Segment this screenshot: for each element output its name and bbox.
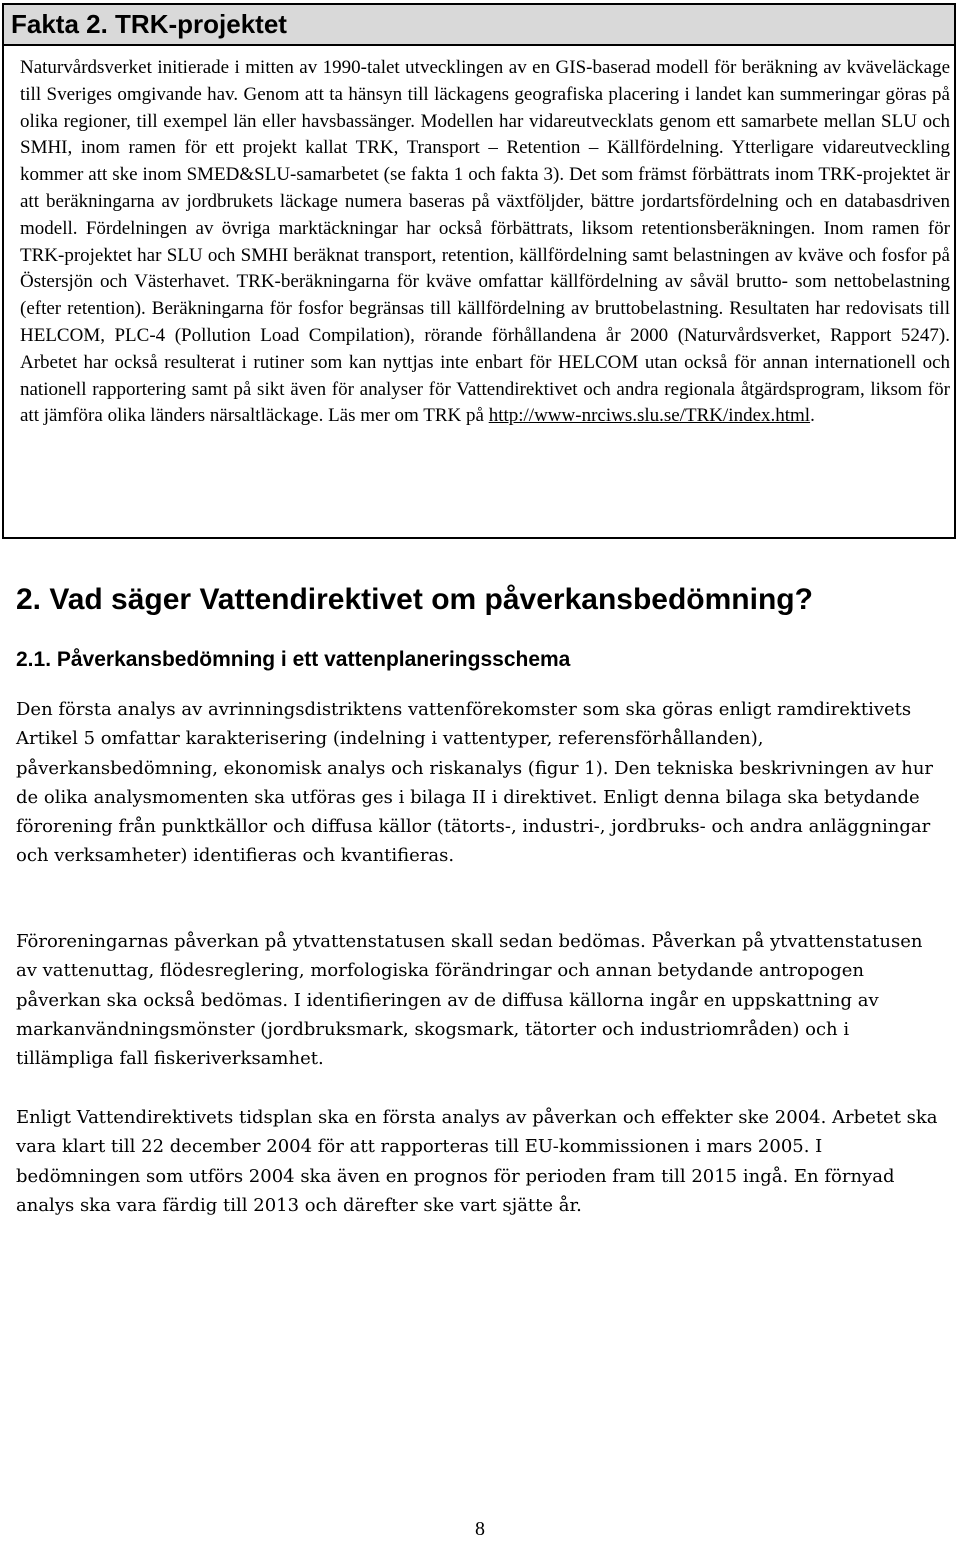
trk-link[interactable]: http://www-nrciws.slu.se/TRK/index.html <box>488 405 811 427</box>
page-number: 8 <box>475 1518 485 1540</box>
fact-box-text: Naturvårdsverket initierade i mitten av 1990-talet utvecklingen av en GIS-baserad modell för beräkning av kväveläckage till Sveriges omgivande hav. Genom att ta hänsyn till läckagens geografiska placering i landet kan summeringar göras på olika regioner, till exempel län eller havsbassänger. Modellen har vidareutvecklats genom ett samarbete mellan SLU och SMHI, inom ramen för ett projekt kallat TRK, Transport – Retention – Källfördelning. Ytterligare vidareutveckling kommer att ske inom SMED&SLU-samarbetet (se fakta 1 och fakta 3). Det som främst förbättrats inom TRK-projektet är att beräkningarna av jordbrukets läckage numera baseras på växtföljder, bättre jordartsfördelning och en databasdriven modell. Fördelningen av övriga marktäckningar har också förbättrats, liksom retentionsberäkningen. Inom ramen för TRK-projektet har SLU och SMHI beräknat transport, retention, källfördelning samt belastningen av kväve och fosfor på Östersjön och Västerhavet. TRK-beräkningarna för kväve omfattar källfördelning av såväl brutto- som nettobelastning (efter retention). Beräkningarna för fosfor begränsas till källfördelning av bruttobelastning. Resultaten har redovisats till HELCOM, PLC-4 (Pollution Load Compilation), rörande förhållandena år 2000 (Naturvårdsverket, Rapport 5247). Arbetet har också resulterat i rutiner som kan nyttjas inte enbart för HELCOM utan också för annan internationell och nationell rapportering samt på sikt även för analyser för Vattendirektivet och andra regionala åtgärdsprogram, liksom för att jämföra olika länders närsaltläckage. Läs mer om TRK på <box>20 57 950 427</box>
fact-box-title: Fakta 2. TRK-projektet <box>4 5 954 46</box>
subsection-heading: 2.1. Påverkansbedömning i ett vattenplaneringsschema <box>16 648 571 671</box>
paragraph: Enligt Vattendirektivets tidsplan ska en första analys av påverkan och effekter ske 2004. Arbetet ska vara klart till 22 december 2004 för att rapporteras till EU-kommissionen i mars 2005. I bedömningen som utförs 2004 ska även en prognos för perioden fram till 2015 ingå. En förnyad analys ska vara färdig till 2013 och därefter ske vart sjätte år. <box>16 1107 938 1216</box>
section-heading: 2. Vad säger Vattendirektivet om påverkansbedömning? <box>16 583 813 616</box>
fact-box <box>2 3 956 539</box>
paragraph: Den första analys av avrinningsdistriktens vattenförekomster som ska göras enligt ramdirektivets Artikel 5 omfattar karakterisering (indelning i vattentyper, referensförhållanden), påverkansbedömning, ekonomisk analys och riskanalys (figur 1). Den tekniska beskrivningen av hur de olika analysmomenten ska utföras ges i bilaga II i direktivet. Enligt denna bilaga ska betydande förorening från punktkällor och diffusa källor (tätorts-, industri-, jordbruks- och andra anläggningar och verksamheter) identifieras och kvantifieras. <box>16 699 934 867</box>
link-suffix: . <box>810 405 815 427</box>
fact-box-body <box>20 55 950 430</box>
paragraph: Föroreningarnas påverkan på ytvattenstatusen skall sedan bedömas. Påverkan på ytvattenstatusen av vattenuttag, flödesreglering, morfologiska förändringar och annan betydande antropogen påverkan ska också bedömas. I identifieringen av de diffusa källorna ingår en uppskattning av markanvändningsmönster (jordbruksmark, skogsmark, tätorter och industriområden) och i tillämpliga fall fiskeriverksamhet. <box>16 931 923 1070</box>
